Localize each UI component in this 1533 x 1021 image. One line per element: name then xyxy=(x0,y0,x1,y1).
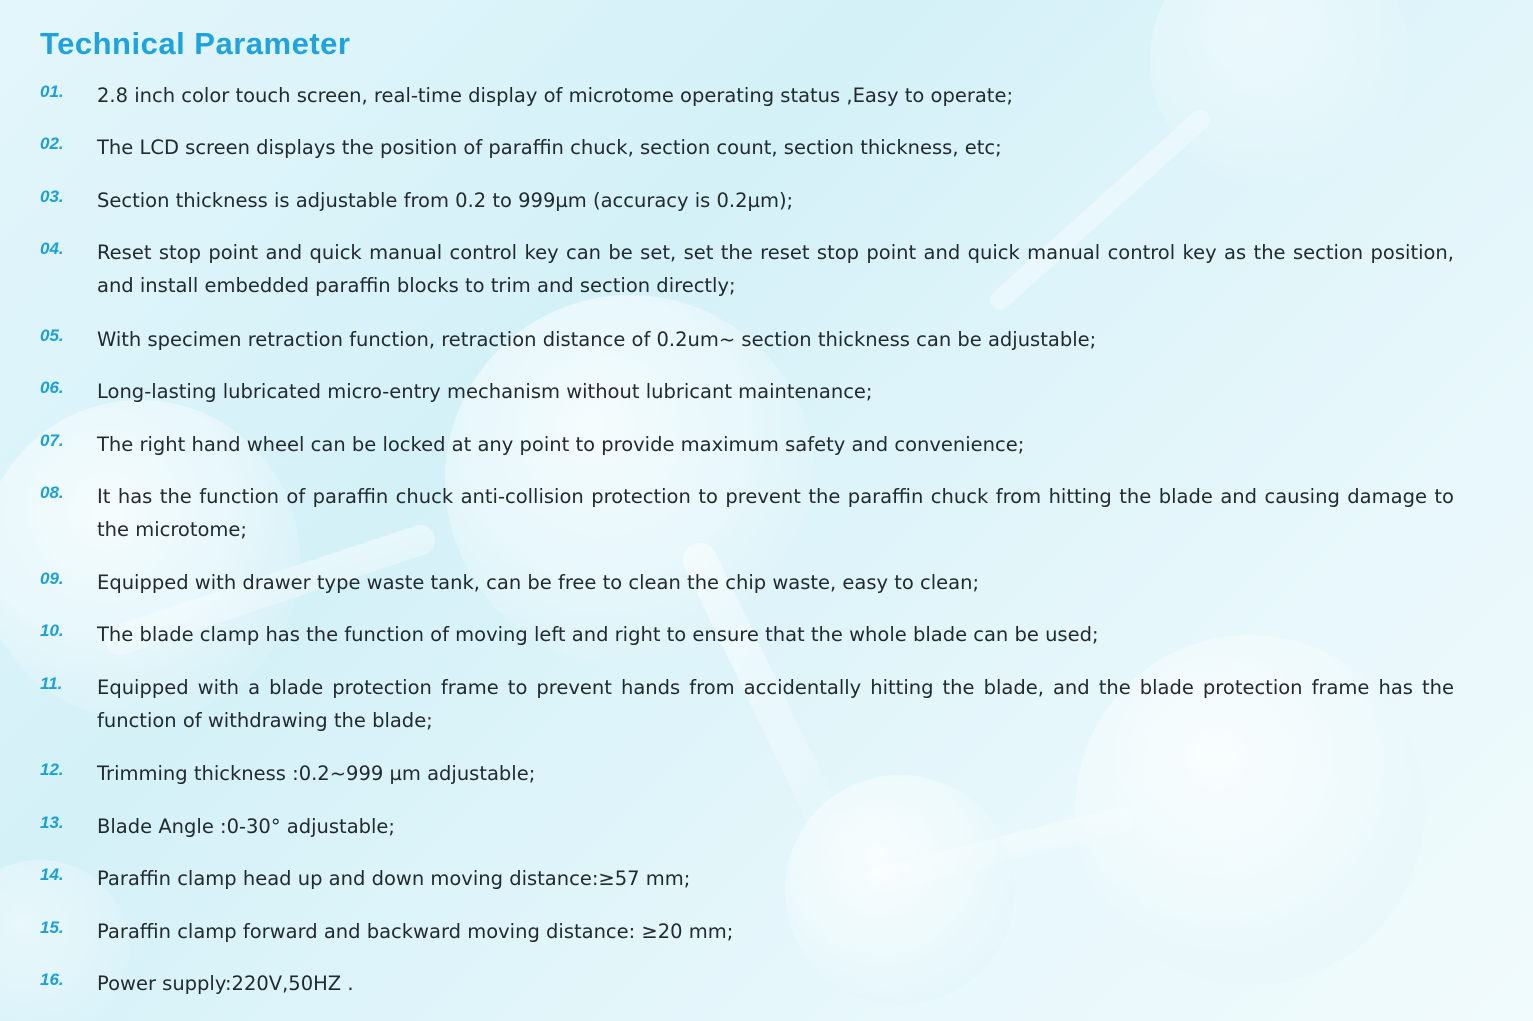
item-text: The LCD screen displays the position of paraffin chuck, section count, section thickness, etc; xyxy=(97,136,1002,159)
item-text: Reset stop point and quick manual control key can be set, set the reset stop point and quick manual control key as the section position, and install embedded paraffin blocks to trim and section directly; xyxy=(97,241,1454,297)
item-number: 02. xyxy=(40,134,64,153)
item-number: 01. xyxy=(40,82,64,101)
item-number: 14. xyxy=(40,865,64,884)
item-text: The blade clamp has the function of moving left and right to ensure that the whole blade can be used; xyxy=(97,623,1099,646)
section-title: Technical Parameter xyxy=(40,26,351,61)
item-number: 05. xyxy=(40,326,64,345)
item-number: 16. xyxy=(40,970,64,989)
item-text: The right hand wheel can be locked at any point to provide maximum safety and convenience; xyxy=(97,433,1025,456)
item-number: 13. xyxy=(40,813,64,832)
item-text: It has the function of paraffin chuck anti-collision protection to prevent the paraffin chuck from hitting the blade and causing damage to the microtome; xyxy=(97,485,1454,541)
item-text: Equipped with a blade protection frame to prevent hands from accidentally hitting the blade, and the blade protection frame has the function of withdrawing the blade; xyxy=(97,676,1454,732)
item-text: Section thickness is adjustable from 0.2 to 999µm (accuracy is 0.2µm); xyxy=(97,189,794,212)
item-text: Equipped with drawer type waste tank, can be free to clean the chip waste, easy to clean; xyxy=(97,571,980,594)
item-number: 10. xyxy=(40,621,64,640)
item-text: Paraffin clamp forward and backward moving distance: ≥20 mm; xyxy=(97,920,734,943)
item-text: Blade Angle :0-30° adjustable; xyxy=(97,815,396,838)
item-number: 09. xyxy=(40,569,64,588)
item-text: 2.8 inch color touch screen, real-time display of microtome operating status ,Easy to operate; xyxy=(97,84,1014,107)
item-number: 04. xyxy=(40,239,64,258)
item-number: 08. xyxy=(40,483,64,502)
item-text: Long-lasting lubricated micro-entry mechanism without lubricant maintenance; xyxy=(97,380,873,403)
item-number: 15. xyxy=(40,918,64,937)
item-text: Paraffin clamp head up and down moving distance:≥57 mm; xyxy=(97,867,691,890)
item-text: Power supply:220V,50HZ . xyxy=(97,972,354,995)
item-text: Trimming thickness :0.2~999 µm adjustable; xyxy=(97,762,536,785)
item-number: 12. xyxy=(40,760,64,779)
item-number: 07. xyxy=(40,431,64,450)
item-number: 11. xyxy=(40,674,63,693)
item-number: 06. xyxy=(40,378,64,397)
item-text: With specimen retraction function, retraction distance of 0.2um~ section thickness can be adjustable; xyxy=(97,328,1097,351)
item-number: 03. xyxy=(40,187,64,206)
